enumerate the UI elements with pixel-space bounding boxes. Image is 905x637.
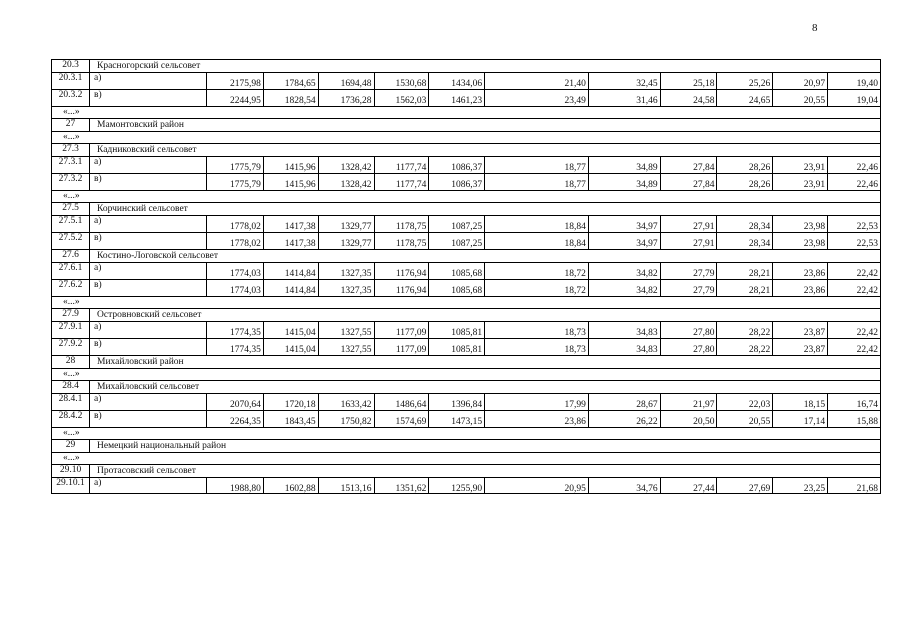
section-name: Протасовский сельсовет	[97, 466, 196, 476]
ellipsis-row	[51, 368, 881, 380]
value-cell: 1396,84	[428, 394, 484, 410]
section-code: 29.10	[52, 465, 90, 477]
value-cell: 1351,62	[374, 478, 429, 493]
value-cell: 23,49	[484, 90, 588, 106]
value-cell: 1774,03	[206, 280, 263, 296]
value-cell: 1774,35	[206, 322, 263, 338]
data-row	[51, 321, 881, 338]
value-cell: 34,89	[588, 174, 660, 190]
value-cell: 1176,94	[374, 280, 429, 296]
value-cell: 17,99	[484, 394, 588, 410]
value-cell: 34,82	[588, 280, 660, 296]
value-cell: 1775,79	[206, 174, 263, 190]
value-cell: 1562,03	[374, 90, 429, 106]
row-code: 28.4.2	[52, 411, 90, 427]
value-cells	[206, 157, 880, 173]
value-cell: 1178,75	[374, 216, 429, 232]
value-cell: 22,42	[827, 263, 880, 279]
value-cell: 1085,81	[428, 322, 484, 338]
row-code: 27.9.1	[52, 322, 90, 338]
page-number: 8	[812, 22, 818, 34]
value-cell: 31,46	[588, 90, 660, 106]
value-cell: 1328,42	[318, 174, 374, 190]
section-row	[51, 439, 881, 452]
value-cell: 18,84	[484, 233, 588, 249]
value-cell: 1087,25	[428, 216, 484, 232]
value-cell: 1415,04	[263, 339, 318, 355]
value-cell: 18,73	[484, 339, 588, 355]
section-name: Немецкий национальный район	[97, 441, 227, 451]
value-cell: 1784,65	[263, 73, 318, 89]
tariff-table	[51, 59, 881, 494]
value-cell: 1414,84	[263, 280, 318, 296]
value-cell: 20,95	[484, 478, 588, 493]
section-name: Михайловский район	[97, 357, 184, 367]
value-cell: 23,91	[772, 157, 827, 173]
value-cell: 23,86	[772, 280, 827, 296]
row-subitem: в)	[94, 411, 102, 421]
value-cell: 28,22	[716, 339, 772, 355]
value-cell: 28,21	[716, 280, 772, 296]
row-code: 27.5.1	[52, 216, 90, 232]
value-cell: 1329,77	[318, 216, 374, 232]
value-cell: 34,83	[588, 339, 660, 355]
value-cell: 18,84	[484, 216, 588, 232]
section-name: Кадниковский сельсовет	[97, 145, 197, 155]
value-cells	[206, 394, 880, 410]
value-cells	[206, 339, 880, 355]
value-cell: 1434,06	[428, 73, 484, 89]
value-cell: 1750,82	[318, 411, 374, 427]
value-cell: 28,21	[716, 263, 772, 279]
row-code: 29.10.1	[52, 478, 90, 493]
section-code: 20.3	[52, 60, 90, 72]
section-row	[51, 249, 881, 262]
value-cell: 22,42	[827, 339, 880, 355]
row-code: 27.9.2	[52, 339, 90, 355]
value-cell: 24,65	[716, 90, 772, 106]
value-cell: 22,03	[716, 394, 772, 410]
ellipsis-row	[51, 131, 881, 143]
row-code: 27.5.2	[52, 233, 90, 249]
value-cell: 32,45	[588, 73, 660, 89]
row-code: 27.3.1	[52, 157, 90, 173]
ellipsis-text: «...»	[63, 297, 80, 307]
value-cell: 1177,09	[374, 322, 429, 338]
value-cells	[206, 73, 880, 89]
value-cell: 18,72	[484, 280, 588, 296]
data-row	[51, 173, 881, 190]
value-cell: 1694,48	[318, 73, 374, 89]
value-cell: 27,91	[660, 216, 717, 232]
data-row	[51, 410, 881, 427]
value-cell: 20,97	[772, 73, 827, 89]
value-cell: 23,91	[772, 174, 827, 190]
value-cell: 26,22	[588, 411, 660, 427]
value-cell: 19,04	[827, 90, 880, 106]
data-row	[51, 279, 881, 296]
value-cell: 21,68	[827, 478, 880, 493]
value-cell: 1176,94	[374, 263, 429, 279]
value-cell: 27,44	[660, 478, 717, 493]
value-cell: 1775,79	[206, 157, 263, 173]
value-cell: 20,55	[716, 411, 772, 427]
value-cell: 34,76	[588, 478, 660, 493]
section-code: 28.4	[52, 381, 90, 393]
value-cell: 27,80	[660, 322, 717, 338]
data-row	[51, 156, 881, 173]
ellipsis-text: «...»	[63, 107, 80, 117]
data-row	[51, 262, 881, 279]
data-row	[51, 89, 881, 106]
value-cell: 1513,16	[318, 478, 374, 493]
value-cell: 25,26	[716, 73, 772, 89]
section-row	[51, 59, 881, 72]
value-cell: 1177,74	[374, 157, 429, 173]
value-cell: 1328,42	[318, 157, 374, 173]
value-cell: 1327,35	[318, 280, 374, 296]
value-cell: 28,34	[716, 233, 772, 249]
value-cell: 34,97	[588, 216, 660, 232]
row-subitem: в)	[94, 233, 102, 243]
value-cell: 18,15	[772, 394, 827, 410]
data-row	[51, 72, 881, 89]
data-row	[51, 232, 881, 249]
value-cell: 22,42	[827, 280, 880, 296]
ellipsis-text: «...»	[63, 191, 80, 201]
row-subitem: а)	[94, 73, 102, 83]
value-cell: 23,25	[772, 478, 827, 493]
section-name: Костино-Логовской сельсовет	[97, 251, 219, 261]
value-cell: 1085,81	[428, 339, 484, 355]
value-cell: 1486,64	[374, 394, 429, 410]
value-cell: 1087,25	[428, 233, 484, 249]
value-cell: 21,40	[484, 73, 588, 89]
value-cell: 27,79	[660, 280, 717, 296]
value-cell: 1255,90	[428, 478, 484, 493]
value-cell: 28,26	[716, 174, 772, 190]
value-cell: 21,97	[660, 394, 717, 410]
row-subitem: а)	[94, 157, 102, 167]
value-cells	[206, 216, 880, 232]
section-code: 27.9	[52, 309, 90, 321]
section-name: Островновский сельсовет	[97, 310, 202, 320]
row-code: 28.4.1	[52, 394, 90, 410]
value-cell: 2244,95	[206, 90, 263, 106]
value-cell: 18,73	[484, 322, 588, 338]
value-cell: 1828,54	[263, 90, 318, 106]
section-code: 27.6	[52, 250, 90, 262]
ellipsis-row	[51, 106, 881, 118]
value-cell: 1414,84	[263, 263, 318, 279]
value-cell: 18,77	[484, 157, 588, 173]
value-cell: 1086,37	[428, 174, 484, 190]
section-code: 28	[52, 356, 90, 368]
section-code: 29	[52, 440, 90, 452]
value-cell: 28,22	[716, 322, 772, 338]
value-cell: 17,14	[772, 411, 827, 427]
row-subitem: в)	[94, 280, 102, 290]
section-code: 27.3	[52, 144, 90, 156]
row-code: 20.3.1	[52, 73, 90, 89]
value-cell: 1086,37	[428, 157, 484, 173]
value-cell: 23,86	[772, 263, 827, 279]
value-cell: 23,98	[772, 216, 827, 232]
value-cells	[206, 174, 880, 190]
value-cell: 2070,64	[206, 394, 263, 410]
value-cell: 1778,02	[206, 216, 263, 232]
ellipsis-text: «...»	[63, 369, 80, 379]
row-code: 20.3.2	[52, 90, 90, 106]
value-cell: 34,97	[588, 233, 660, 249]
value-cell: 1178,75	[374, 233, 429, 249]
value-cell: 15,88	[827, 411, 880, 427]
value-cell: 1085,68	[428, 263, 484, 279]
value-cell: 1415,96	[263, 174, 318, 190]
ellipsis-text: «...»	[63, 453, 80, 463]
value-cells	[206, 233, 880, 249]
ellipsis-row	[51, 452, 881, 464]
row-subitem: в)	[94, 339, 102, 349]
value-cell: 22,53	[827, 233, 880, 249]
value-cell: 25,18	[660, 73, 717, 89]
value-cell: 1177,09	[374, 339, 429, 355]
value-cell: 23,86	[484, 411, 588, 427]
value-cells	[206, 411, 880, 427]
value-cell: 1736,28	[318, 90, 374, 106]
value-cell: 1774,35	[206, 339, 263, 355]
row-subitem: в)	[94, 174, 102, 184]
value-cell: 27,84	[660, 174, 717, 190]
value-cell: 22,46	[827, 174, 880, 190]
value-cell: 1574,69	[374, 411, 429, 427]
value-cell: 1415,04	[263, 322, 318, 338]
row-code: 27.3.2	[52, 174, 90, 190]
value-cell: 27,69	[716, 478, 772, 493]
value-cells	[206, 280, 880, 296]
section-row	[51, 380, 881, 393]
data-row	[51, 393, 881, 410]
value-cell: 1530,68	[374, 73, 429, 89]
value-cell: 28,34	[716, 216, 772, 232]
section-row	[51, 464, 881, 477]
value-cell: 1177,74	[374, 174, 429, 190]
row-subitem: а)	[94, 478, 102, 488]
value-cell: 1327,35	[318, 263, 374, 279]
value-cell: 16,74	[827, 394, 880, 410]
value-cell: 1329,77	[318, 233, 374, 249]
section-code: 27	[52, 119, 90, 131]
value-cell: 22,42	[827, 322, 880, 338]
value-cell: 20,50	[660, 411, 717, 427]
section-name: Михайловский сельсовет	[97, 382, 200, 392]
value-cell: 1417,38	[263, 233, 318, 249]
value-cell: 1327,55	[318, 322, 374, 338]
value-cell: 20,55	[772, 90, 827, 106]
value-cell: 1417,38	[263, 216, 318, 232]
value-cell: 27,80	[660, 339, 717, 355]
row-subitem: а)	[94, 394, 102, 404]
value-cell: 1720,18	[263, 394, 318, 410]
value-cell: 23,87	[772, 322, 827, 338]
value-cell: 22,46	[827, 157, 880, 173]
value-cell: 1473,15	[428, 411, 484, 427]
ellipsis-text: «...»	[63, 132, 80, 142]
value-cell: 22,53	[827, 216, 880, 232]
data-row	[51, 477, 881, 494]
value-cell: 1602,88	[263, 478, 318, 493]
value-cell: 1461,23	[428, 90, 484, 106]
section-row	[51, 143, 881, 156]
value-cell: 18,72	[484, 263, 588, 279]
data-row	[51, 215, 881, 232]
row-subitem: в)	[94, 90, 102, 100]
value-cell: 19,40	[827, 73, 880, 89]
data-row	[51, 338, 881, 355]
value-cells	[206, 263, 880, 279]
value-cell: 1327,55	[318, 339, 374, 355]
value-cell: 1988,80	[206, 478, 263, 493]
value-cell: 18,77	[484, 174, 588, 190]
value-cell: 27,91	[660, 233, 717, 249]
ellipsis-row	[51, 427, 881, 439]
ellipsis-text: «...»	[63, 428, 80, 438]
value-cell: 1633,42	[318, 394, 374, 410]
row-subitem: а)	[94, 216, 102, 226]
ellipsis-row	[51, 296, 881, 308]
value-cell: 23,98	[772, 233, 827, 249]
value-cell: 1774,03	[206, 263, 263, 279]
value-cells	[206, 322, 880, 338]
row-subitem: а)	[94, 322, 102, 332]
value-cell: 2175,98	[206, 73, 263, 89]
row-code: 27.6.2	[52, 280, 90, 296]
section-row	[51, 308, 881, 321]
section-code: 27.5	[52, 203, 90, 215]
value-cell: 1778,02	[206, 233, 263, 249]
value-cell: 34,82	[588, 263, 660, 279]
value-cell: 27,79	[660, 263, 717, 279]
value-cell: 28,26	[716, 157, 772, 173]
value-cell: 1415,96	[263, 157, 318, 173]
section-name: Мамонтовский район	[97, 120, 184, 130]
value-cell: 23,87	[772, 339, 827, 355]
ellipsis-row	[51, 190, 881, 202]
value-cell: 28,67	[588, 394, 660, 410]
value-cell: 34,89	[588, 157, 660, 173]
section-row	[51, 118, 881, 131]
value-cell: 1085,68	[428, 280, 484, 296]
value-cell: 24,58	[660, 90, 717, 106]
value-cells	[206, 478, 880, 493]
section-row	[51, 202, 881, 215]
section-row	[51, 355, 881, 368]
value-cell: 27,84	[660, 157, 717, 173]
value-cell: 1843,45	[263, 411, 318, 427]
row-subitem: а)	[94, 263, 102, 273]
value-cells	[206, 90, 880, 106]
value-cell: 34,83	[588, 322, 660, 338]
section-name: Корчинский сельсовет	[97, 204, 188, 214]
section-name: Красногорский сельсовет	[97, 61, 201, 71]
row-code: 27.6.1	[52, 263, 90, 279]
value-cell: 2264,35	[206, 411, 263, 427]
